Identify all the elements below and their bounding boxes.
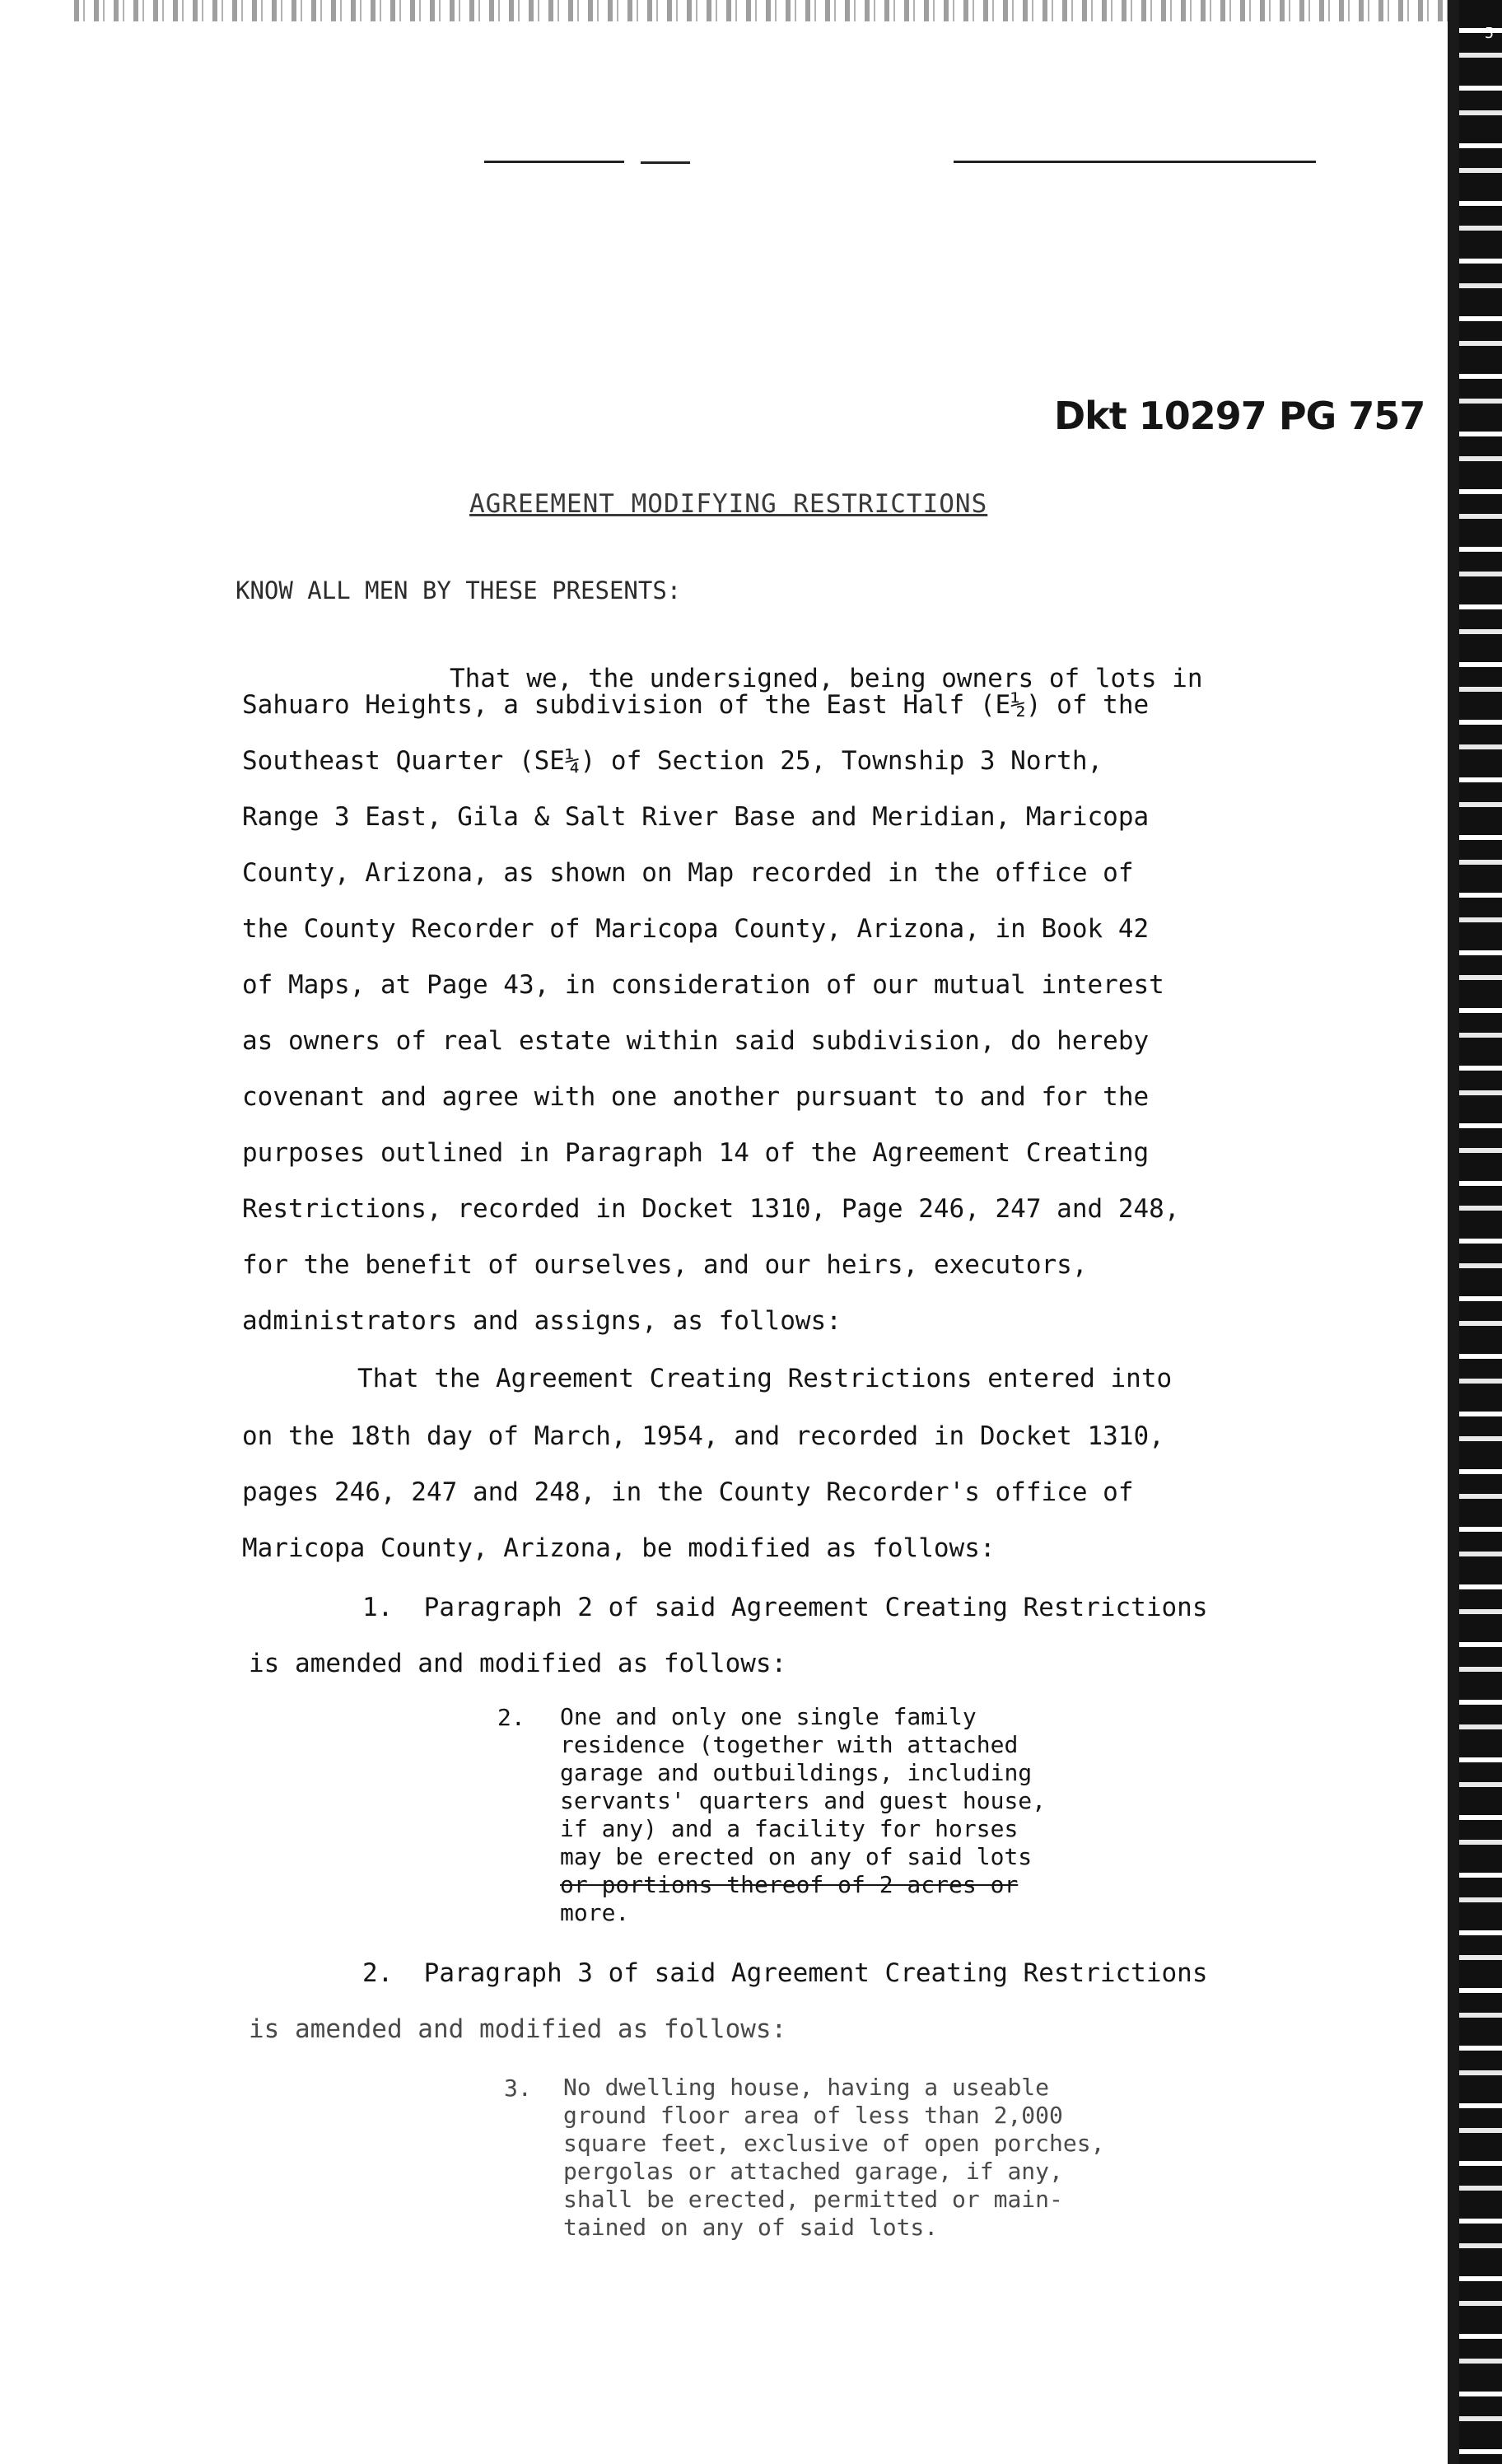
text-line: servants' quarters and guest house, (560, 1787, 1047, 1814)
scan-noise-top (74, 0, 1449, 21)
text-line: as owners of real estate within said subdivision, do hereby (242, 1026, 1150, 1056)
text-line: square feet, exclusive of open porches, (563, 2130, 1105, 2157)
text-line: on the 18th day of March, 1954, and recorded in Docket 1310, (242, 1421, 1164, 1451)
text-line: One and only one single family (560, 1703, 977, 1730)
text-line: for the benefit of ourselves, and our heirs, executors, (242, 1250, 1088, 1280)
text-line: purposes outlined in Paragraph 14 of the Agreement Creating (242, 1138, 1150, 1168)
text-line: of Maps, at Page 43, in consideration of our mutual interest (242, 970, 1164, 1000)
scan-edge-shadow (1448, 0, 1459, 2464)
text-line: is amended and modified as follows: (249, 2014, 787, 2044)
header-rule-left (484, 161, 624, 163)
text-line: may be erected on any of said lots (560, 1843, 1033, 1870)
text-line: tained on any of said lots. (563, 2214, 939, 2241)
text-line: Restrictions, recorded in Docket 1310, Page 246, 247 and 248, (242, 1194, 1180, 1224)
corner-mark: 5 (1485, 25, 1494, 42)
text-line: covenant and agree with one another pursuant to and for the (242, 1082, 1150, 1112)
text-line: the County Recorder of Maricopa County, Arizona, in Book 42 (242, 914, 1150, 944)
text-line: Sahuaro Heights, a subdivision of the East Half (E½) of the (242, 690, 1150, 720)
text-line: ground floor area of less than 2,000 (563, 2102, 1063, 2129)
text-line: No dwelling house, having a useable (563, 2074, 1050, 2101)
text-line: 2. Paragraph 3 of said Agreement Creating Restrictions (362, 1958, 1208, 1988)
text-line: garage and outbuildings, including (560, 1759, 1033, 1786)
text-line: shall be erected, permitted or main- (563, 2186, 1063, 2213)
quote-number: 3. (504, 2074, 532, 2102)
text-line: more. (560, 1899, 630, 1926)
text-line: pergolas or attached garage, if any, (563, 2158, 1063, 2185)
docket-page-number: Dkt 10297 PG 757 (1054, 394, 1425, 438)
text-line: Maricopa County, Arizona, be modified as follows: (242, 1533, 996, 1563)
header-rule-right (954, 161, 1316, 163)
text-line: is amended and modified as follows: (249, 1649, 787, 1678)
text-line: 1. Paragraph 2 of said Agreement Creating Restrictions (362, 1593, 1208, 1622)
text-line: pages 246, 247 and 248, in the County Recorder's office of (242, 1477, 1134, 1507)
salutation: KNOW ALL MEN BY THESE PRESENTS: (236, 576, 682, 604)
text-line: That the Agreement Creating Restrictions entered into (357, 1364, 1173, 1393)
text-line: That we, the undersigned, being owners of lots in (449, 664, 1203, 693)
text-line: administrators and assigns, as follows: (242, 1306, 842, 1336)
text-line: if any) and a facility for horses (560, 1815, 1019, 1842)
text-line: or portions thereof of 2 acres or (560, 1871, 1019, 1898)
text-line: Southeast Quarter (SE¼) of Section 25, Township 3 North, (242, 746, 1103, 776)
header-rule-mid (641, 161, 690, 164)
text-line: Range 3 East, Gila & Salt River Base and Meridian, Maricopa (242, 802, 1150, 832)
text-line: County, Arizona, as shown on Map recorded in the office of (242, 858, 1134, 888)
scan-edge-strip (1459, 0, 1502, 2464)
quote-number: 2. (497, 1704, 525, 1731)
text-line: residence (together with attached (560, 1731, 1019, 1758)
document-title: AGREEMENT MODIFYING RESTRICTIONS (469, 489, 988, 519)
